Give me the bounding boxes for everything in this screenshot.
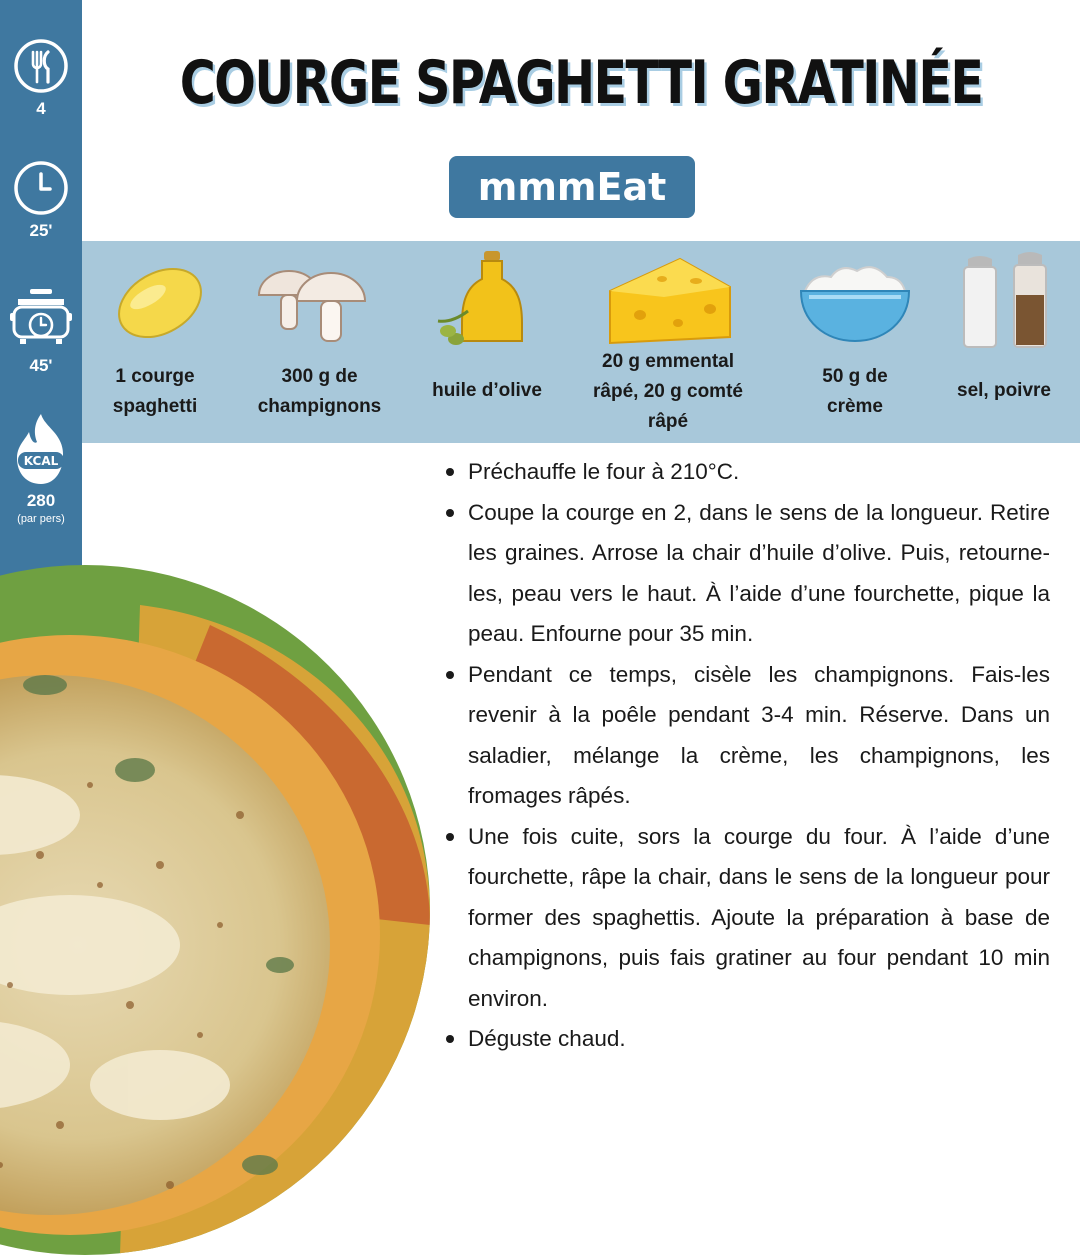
ingredient-line: sel, poivre bbox=[957, 380, 1051, 401]
ingredient-line: 1 courge bbox=[115, 366, 195, 387]
ingredient-line: râpé, 20 g comté bbox=[593, 381, 743, 402]
cream-bowl-icon bbox=[787, 251, 923, 351]
prep-time-stat bbox=[0, 160, 82, 241]
ingredient-line: huile d’olive bbox=[432, 380, 542, 401]
ingredient-label bbox=[237, 362, 402, 422]
ingredient-item bbox=[237, 241, 402, 443]
ingredient-line: crème bbox=[827, 396, 883, 417]
instruction-step: Pendant ce temps, cisèle les champignons. Fais-les revenir à la poêle pendant 3-4 min. Réserve. Dans un saladier, mélange la crème, les champignons, les fromages râpés. bbox=[444, 655, 1050, 817]
cheese-icon bbox=[570, 251, 766, 351]
ingredient-line: 50 g de bbox=[822, 366, 888, 387]
instructions-list bbox=[444, 452, 1050, 1060]
cooking-pot-icon bbox=[8, 285, 74, 351]
instruction-step: Déguste chaud. bbox=[444, 1019, 1050, 1060]
clock-icon bbox=[13, 160, 69, 216]
calories-unit: (par pers) bbox=[17, 513, 65, 525]
salt-pepper-icon bbox=[934, 251, 1074, 351]
cook-time-stat bbox=[0, 285, 82, 376]
ingredients-band bbox=[82, 241, 1080, 443]
brand-logo: mmmEat bbox=[449, 156, 695, 218]
spaghetti-squash-icon bbox=[82, 251, 228, 351]
dish-photo-graphic bbox=[0, 565, 430, 1255]
ingredient-label bbox=[934, 376, 1074, 406]
ingredient-item bbox=[934, 241, 1074, 443]
ingredient-item bbox=[412, 241, 562, 443]
ingredient-line: 300 g de bbox=[281, 366, 358, 387]
flame-kcal-icon bbox=[9, 412, 73, 486]
mushroom-icon bbox=[237, 251, 402, 351]
ingredient-item bbox=[570, 241, 766, 443]
ingredient-label bbox=[570, 347, 766, 437]
ingredient-line: champignons bbox=[257, 396, 382, 417]
servings-value: 4 bbox=[36, 99, 46, 118]
ingredient-line: 20 g emmental bbox=[602, 351, 734, 372]
ingredient-item bbox=[82, 241, 228, 443]
instruction-step: Une fois cuite, sors la courge du four. À l’aide d’une fourchette, râpe la chair, dans le sens de la longueur pour former des spaghettis. Ajoute la préparation à base de champignons, puis fais gratiner au four pendant 10 min environ. bbox=[444, 817, 1050, 1020]
recipe-title: COURGE SPAGHETTI GRATINÉE bbox=[179, 48, 983, 118]
fork-knife-icon bbox=[13, 38, 69, 94]
ingredient-label bbox=[787, 362, 923, 422]
instruction-step: Coupe la courge en 2, dans le sens de la longueur. Retire les graines. Arrose la chair d’huile d’olive. Puis, retourne-les, peau vers le haut. À l’aide d’une fourchette, pique la peau. Enfourne pour 35 min. bbox=[444, 493, 1050, 655]
olive-oil-bottle-icon bbox=[412, 251, 562, 351]
servings-stat bbox=[0, 38, 82, 119]
kcal-badge-text: KCAL bbox=[23, 454, 59, 468]
ingredient-label bbox=[412, 376, 562, 406]
prep-time-value: 25' bbox=[29, 221, 53, 240]
instruction-step: Préchauffe le four à 210°C. bbox=[444, 452, 1050, 493]
dish-photo bbox=[0, 565, 430, 1255]
calories-stat bbox=[0, 412, 82, 525]
ingredient-line: spaghetti bbox=[112, 396, 198, 417]
ingredient-line: râpé bbox=[647, 411, 689, 432]
ingredient-item bbox=[787, 241, 923, 443]
calories-value: 280 bbox=[26, 491, 56, 510]
cook-time-value: 45' bbox=[29, 356, 53, 375]
ingredient-label bbox=[82, 362, 228, 422]
